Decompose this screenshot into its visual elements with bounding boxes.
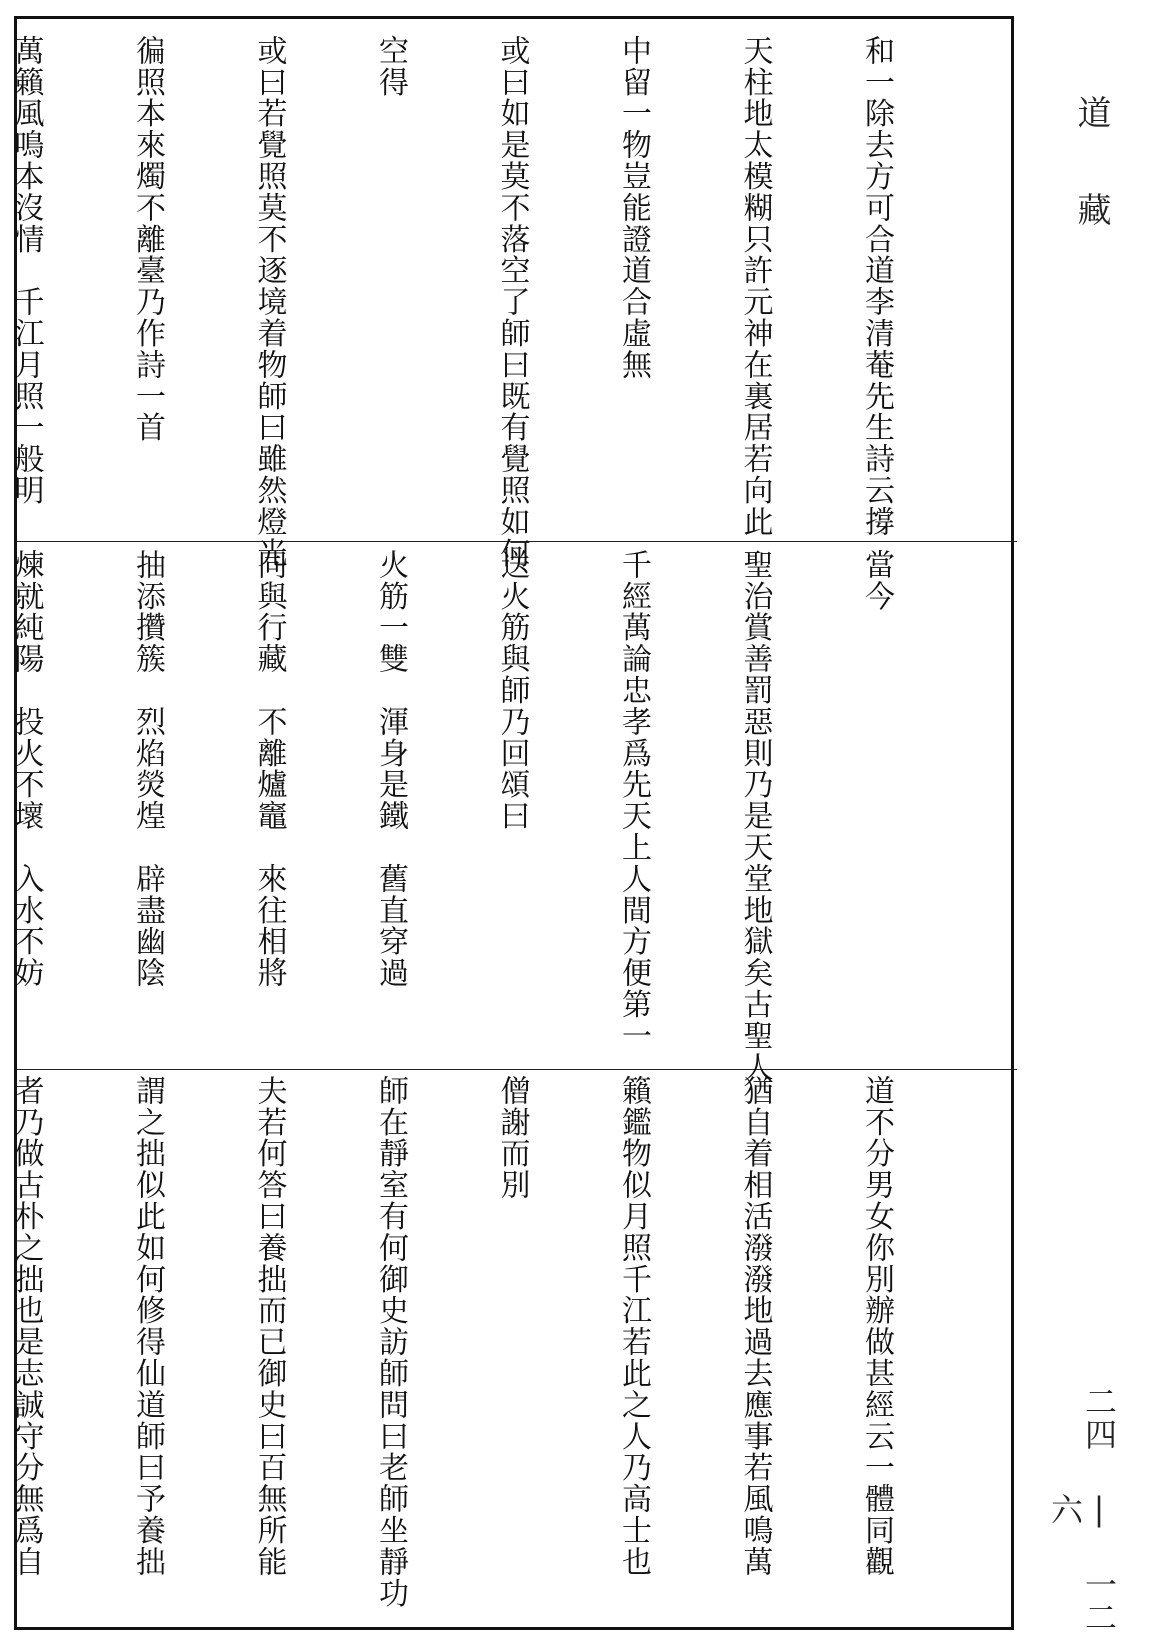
text-column: 徧照本來燭不離臺乃作詩一首 [130, 35, 165, 444]
folio-number: 二四 | 一二六 [1046, 1384, 1118, 1634]
text-column: 同與行藏 不離爐竈 來往相將 [251, 549, 287, 989]
text-column: 送火筋與師乃回頌曰 [494, 549, 530, 832]
text-column: 當今 [859, 549, 894, 612]
text-column: 煉就純陽 投火不壞 入水不妨 [8, 549, 44, 989]
text-column: 夫若何答曰養拙而已御史曰百無所能 [251, 1075, 287, 1578]
text-column: 謂之拙似此如何修得仙道師曰予養拙 [130, 1075, 165, 1578]
page-frame [8, 16, 1014, 1630]
text-column: 猶自着相活潑潑地過去應事若風鳴萬 [737, 1075, 773, 1578]
text-register-middle [8, 549, 977, 1083]
text-column: 萬籟風鳴本沒情 千江月照一般明 [8, 35, 44, 506]
text-column: 僧謝而別 [494, 1075, 530, 1201]
text-column: 籟鑑物似月照千江若此之人乃高士也 [616, 1075, 651, 1578]
text-register-top [8, 35, 977, 569]
text-column: 空得 [373, 35, 408, 98]
text-column: 千經萬論忠孝爲先天上人間方便第一 [616, 549, 651, 1052]
register-divider-lower [17, 1069, 1017, 1071]
text-column: 和一除去方可合道李清菴先生詩云撐 [859, 35, 894, 538]
text-column: 天柱地太模糊只許元神在裏居若向此 [737, 35, 773, 538]
text-column: 者乃做古朴之拙也是志誠守分無爲自 [8, 1075, 44, 1578]
text-column: 火筋一雙 渾身是鐵 舊直穿過 [373, 549, 408, 989]
margin-title-char: 道 [1071, 95, 1111, 129]
text-column: 或曰若覺照莫不逐境着物師曰雖然燈光 [251, 35, 287, 569]
text-column: 或曰如是莫不落空了師曰既有覺照如何 [494, 35, 530, 569]
text-column: 聖治賞善罰惡則乃是天堂地獄矣古聖人 [737, 549, 773, 1083]
margin-title-char: 藏 [1071, 192, 1111, 226]
text-column: 道不分男女你別辦做甚經云一體同觀 [859, 1075, 894, 1578]
text-column: 師在靜室有何御史訪師問曰老師坐靜功 [373, 1075, 408, 1609]
text-register-bottom [8, 1075, 977, 1615]
text-column: 抽添攢簇 烈焰熒煌 辟盡幽陰 [130, 549, 165, 989]
text-column: 中留一物豈能證道合虛無 [616, 35, 651, 381]
